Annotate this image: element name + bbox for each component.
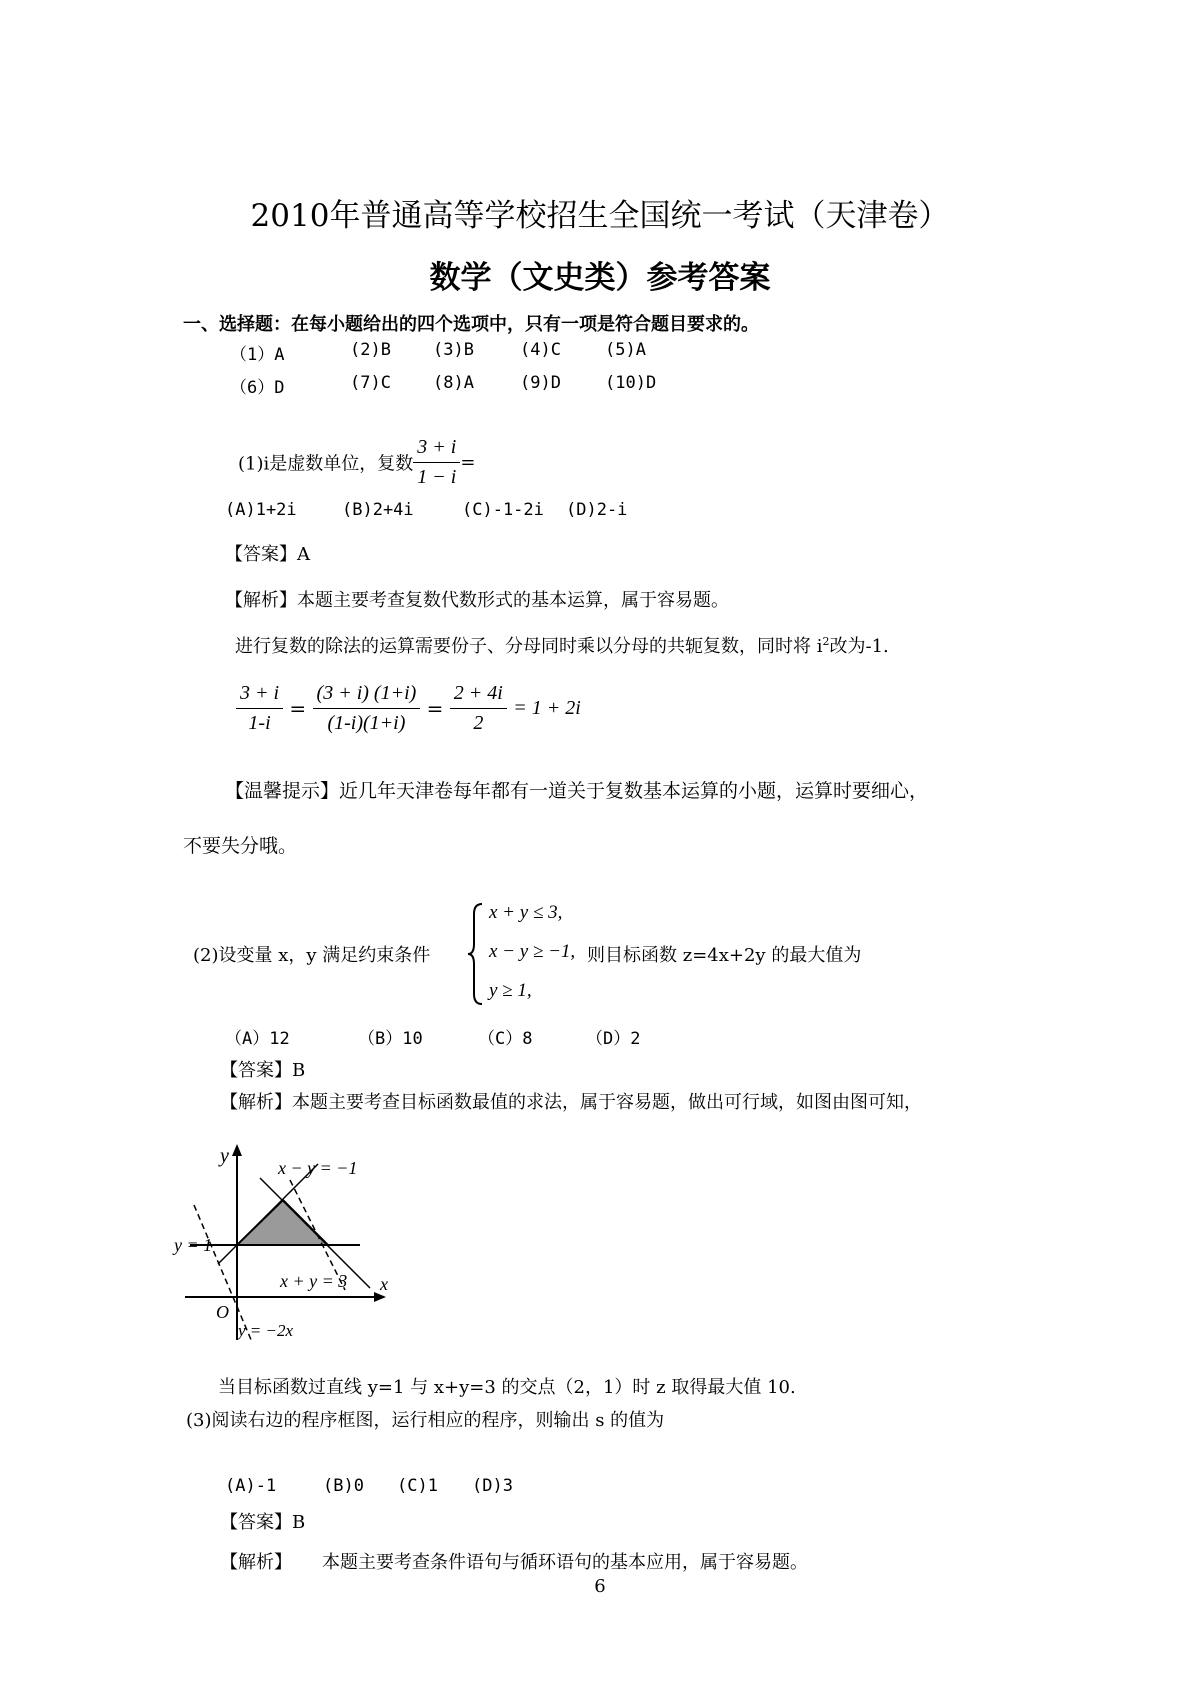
page-subtitle: 数学（文史类）参考答案 <box>429 260 771 296</box>
q3-option-b: (B)0 <box>323 1476 364 1496</box>
y-axis-label: y <box>220 1145 229 1167</box>
section-heading: 一、选择题：在每小题给出的四个选项中，只有一项是符合题目要求的。 <box>183 314 759 335</box>
answer-6: （6）D <box>230 378 285 398</box>
q1-stem-text: (1)i是虚数单位，复数 <box>238 453 414 475</box>
q3-option-c: (C)1 <box>397 1476 438 1496</box>
calc-frac-3-den: 2 <box>473 712 484 734</box>
q1-tip-line2: 不要失分哦。 <box>183 835 298 857</box>
label-y-equals-1: y = 1 <box>174 1235 213 1255</box>
answer-4: (4)C <box>520 340 561 360</box>
page-title: 2010年普通高等学校招生全国统一考试（天津卷） <box>250 198 950 234</box>
label-x-minus-y: x − y = −1 <box>278 1158 358 1178</box>
answer-1: （1）A <box>230 345 285 365</box>
q2-stem-b: 则目标函数 z=4x+2y 的最大值为 <box>587 945 862 966</box>
y-axis-arrow <box>232 1144 242 1156</box>
q3-stem: (3)阅读右边的程序框图，运行相应的程序，则输出 s 的值为 <box>186 1410 665 1431</box>
label-x-plus-y: x + y = 3 <box>280 1271 348 1291</box>
q1-step <box>235 632 889 658</box>
q1-option-b: (B)2+4i <box>342 500 414 520</box>
feasible-region <box>237 1200 328 1245</box>
line-x-minus-y <box>218 1164 318 1264</box>
q3-answer: 【答案】B <box>220 1512 306 1533</box>
q2-conclusion: 当目标函数过直线 y=1 与 x+y=3 的交点（2，1）时 z 取得最大值 10. <box>218 1377 796 1398</box>
q1-option-c: (C)-1-2i <box>462 500 544 520</box>
q3-option-d: (D)3 <box>472 1476 513 1496</box>
q1-tip-line1: 【温馨提示】近几年天津卷每年都有一道关于复数基本运算的小题，运算时要细心， <box>225 780 929 802</box>
q2-constraint-2: x − y ≥ −1, <box>489 941 576 962</box>
q2-analysis: 【解析】本题主要考查目标函数最值的求法，属于容易题，做出可行域，如图由图可知， <box>220 1092 922 1113</box>
q2-option-c: （C）8 <box>478 1029 533 1049</box>
constraint-brace <box>466 902 486 1006</box>
calc-eq-3: = 1 + 2i <box>513 697 581 719</box>
q1-eq: = <box>460 452 476 473</box>
q1-stem <box>238 436 475 489</box>
q1-calculation <box>236 682 581 735</box>
answer-8: (8)A <box>433 373 474 393</box>
q1-fraction <box>413 436 460 489</box>
q1-option-d: (D)2-i <box>566 500 628 520</box>
answer-7: (7)C <box>350 373 391 393</box>
origin-label: O <box>216 1302 229 1322</box>
calc-frac-3 <box>450 682 507 735</box>
q3-analysis-text: 本题主要考查条件语句与循环语句的基本应用，属于容易题。 <box>322 1552 808 1573</box>
calc-frac-1-den: 1-i <box>248 712 271 734</box>
q1-answer: 【答案】A <box>225 544 310 565</box>
q2-option-a: （A）12 <box>225 1029 290 1049</box>
q2-stem-a: (2)设变量 x，y 满足约束条件 <box>193 945 431 966</box>
answer-3: (3)B <box>433 340 474 360</box>
q2-constraint-3: y ≥ 1, <box>489 980 532 1001</box>
answer-10: (10)D <box>605 373 657 393</box>
answer-9: (9)D <box>520 373 561 393</box>
q1-step-a: 进行复数的除法的运算需要份子、分母同时乘以分母的共轭复数，同时将 i <box>235 636 823 657</box>
q2-option-d: （D）2 <box>586 1029 641 1049</box>
calc-frac-2-den: (1-i)(1+i) <box>327 712 406 734</box>
q1-frac-num: 3 + i <box>413 436 460 463</box>
calc-frac-2 <box>313 682 421 735</box>
q1-step-b: 改为-1. <box>829 636 889 657</box>
q3-option-a: (A)-1 <box>225 1476 277 1496</box>
answer-5: (5)A <box>605 340 646 360</box>
page-number: 6 <box>594 1576 606 1597</box>
x-axis-label: x <box>380 1274 388 1294</box>
q2-option-b: （B）10 <box>358 1029 423 1049</box>
q1-step-sup: 2 <box>822 635 830 648</box>
calc-frac-1 <box>236 682 283 735</box>
q1-option-a: (A)1+2i <box>225 500 297 520</box>
feasible-region-figure <box>174 1140 410 1350</box>
calc-eq-2: = <box>426 696 444 721</box>
q1-analysis: 【解析】本题主要考查复数代数形式的基本运算，属于容易题。 <box>225 590 729 611</box>
q2-answer: 【答案】B <box>220 1060 306 1081</box>
answer-2: (2)B <box>350 340 391 360</box>
q1-frac-den: 1 − i <box>417 466 457 488</box>
calc-eq-1: = <box>289 696 307 721</box>
calc-frac-1-num: 3 + i <box>236 682 283 709</box>
label-y-minus-2x: y = −2x <box>238 1321 294 1340</box>
calc-frac-3-num: 2 + 4i <box>450 682 507 709</box>
q3-analysis-label: 【解析】 <box>220 1552 292 1573</box>
calc-frac-2-num: (3 + i) (1+i) <box>313 682 421 709</box>
q2-constraint-1: x + y ≤ 3, <box>489 902 563 923</box>
